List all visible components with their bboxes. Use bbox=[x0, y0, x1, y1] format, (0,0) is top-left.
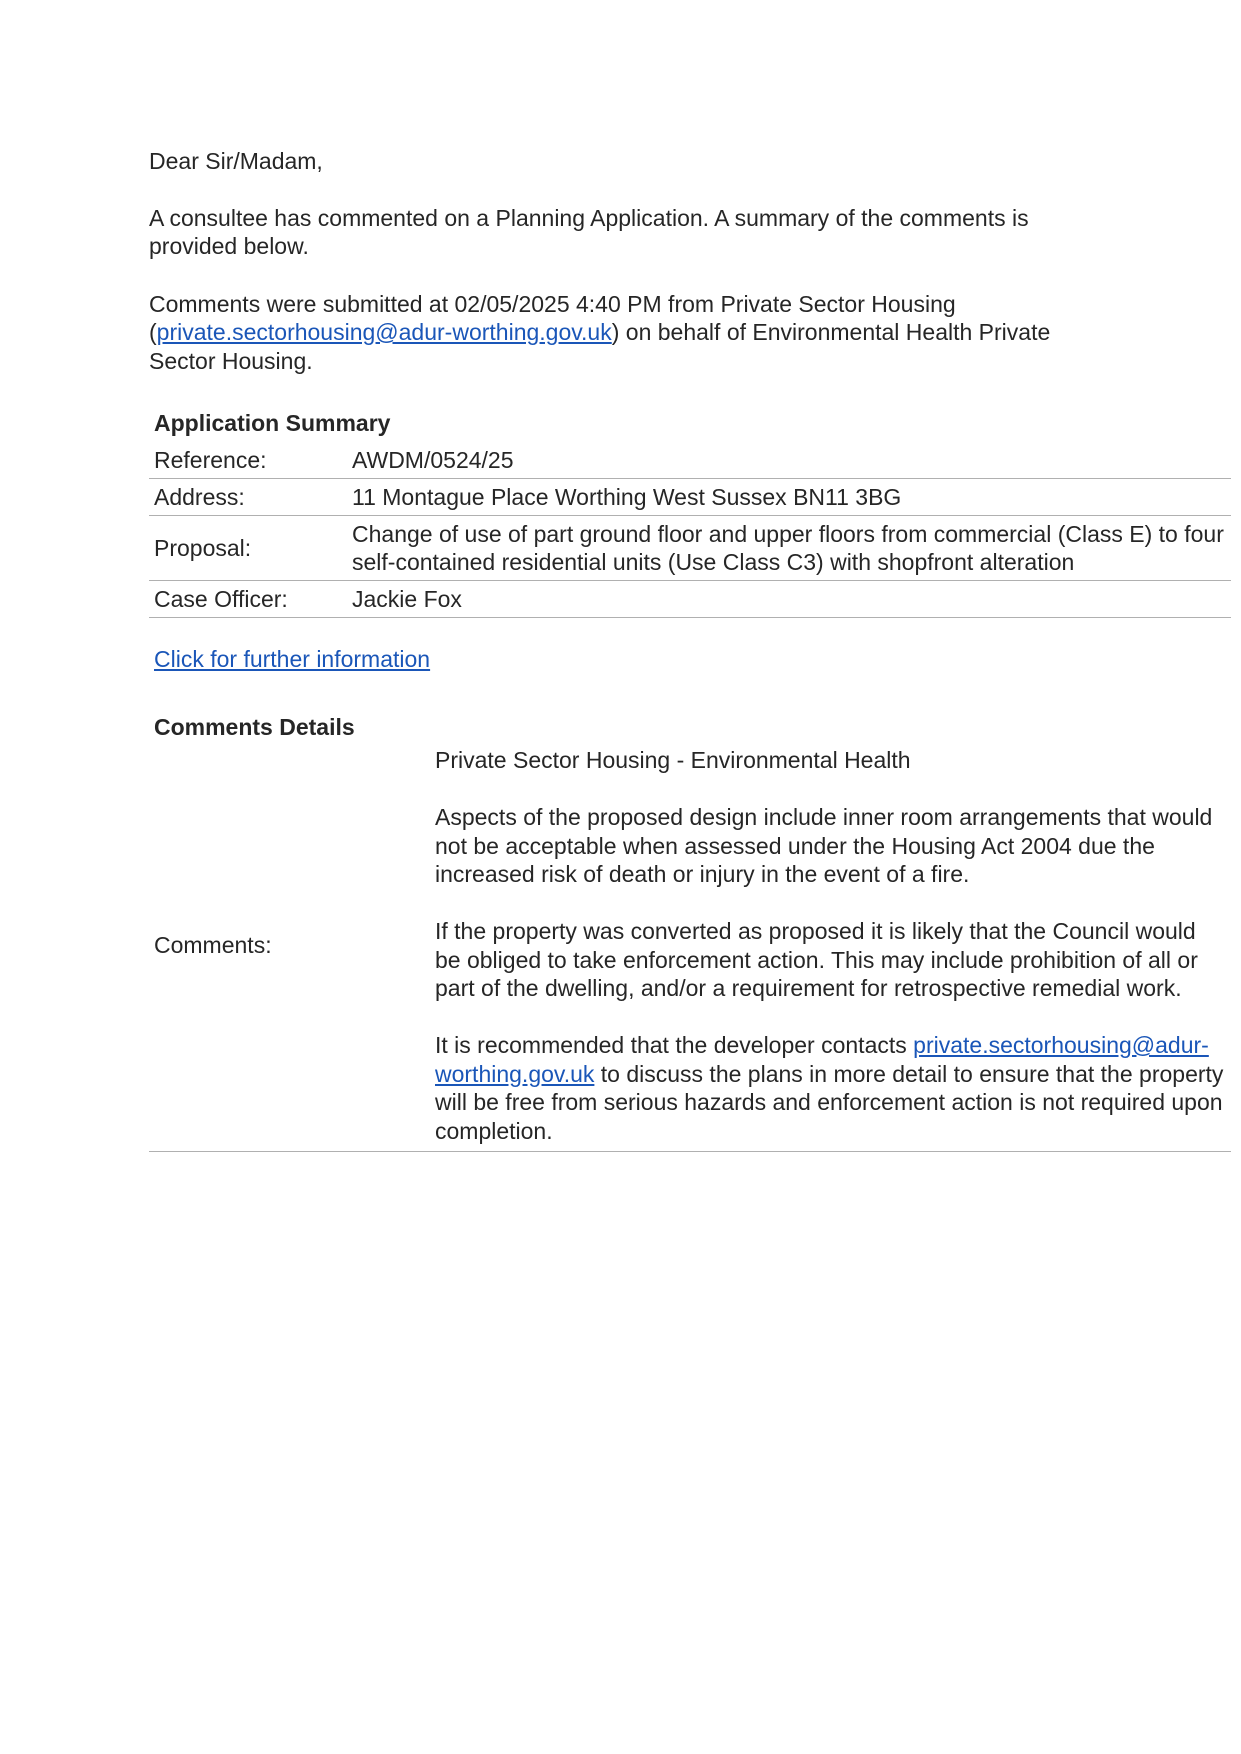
greeting: Dear Sir/Madam, bbox=[149, 148, 323, 174]
proposal-value: Change of use of part ground floor and upper floors from commercial (Class E) to four self-contained residential units (Use Class C3) with shopfront alteration bbox=[352, 521, 1224, 575]
submitter-email-link[interactable]: private.sectorhousing@adur-worthing.gov.uk bbox=[156, 319, 612, 345]
comments-label: Comments: bbox=[154, 932, 272, 959]
intro-text: A consultee has commented on a Planning Application. A summary of the comments is provided below. bbox=[149, 204, 1029, 259]
address-value: 11 Montague Place Worthing West Sussex BN11 3BG bbox=[352, 484, 902, 510]
case-officer-label: Case Officer: bbox=[154, 586, 288, 612]
comments-paragraph-1: Aspects of the proposed design include inner room arrangements that would not be acceptable when assessed under the Housing Act 2004 due the increased risk of death or injury in the event of a fire. bbox=[435, 804, 1213, 887]
contact-email-link[interactable]: private.sectorhousing@adur-worthing.gov.uk bbox=[435, 1032, 1209, 1087]
address-label: Address: bbox=[154, 484, 245, 510]
reference-label: Reference: bbox=[154, 447, 267, 473]
submission-info bbox=[149, 290, 1109, 376]
comments-paragraph-2: If the property was converted as proposed it is likely that the Council would be obliged to take enforcement action. This may include prohibition of all or part of the dwelling, and/or a requirement for retrospective remedial work. bbox=[435, 918, 1198, 1001]
submission-prefix: Comments were submitted at 02/05/2025 4:40 PM from Private Sector Housing ( bbox=[149, 290, 956, 345]
comments-paragraph-3 bbox=[435, 1031, 1226, 1145]
paragraph-3-suffix: to discuss the plans in more detail to ensure that the property will be free from serious hazards and enforcement action is not required upon completion. bbox=[435, 1060, 1224, 1144]
summary-row-address bbox=[149, 479, 1231, 516]
comments-heading: Private Sector Housing - Environmental Health bbox=[435, 747, 911, 773]
application-summary-title: Application Summary bbox=[154, 410, 391, 436]
summary-row-proposal bbox=[149, 516, 1231, 581]
summary-row-reference bbox=[149, 442, 1231, 479]
comments-row bbox=[149, 746, 1231, 1152]
paragraph-3-prefix: It is recommended that the developer contacts bbox=[435, 1032, 914, 1058]
further-information-link[interactable]: Click for further information bbox=[154, 646, 431, 672]
proposal-label: Proposal: bbox=[154, 535, 252, 561]
submission-suffix: ) on behalf of Environmental Health Private Sector Housing. bbox=[149, 319, 1051, 374]
letter-body bbox=[149, 147, 1231, 1152]
reference-value: AWDM/0524/25 bbox=[352, 447, 514, 473]
application-summary-table bbox=[149, 442, 1231, 618]
comments-body bbox=[430, 746, 1231, 1152]
comments-details-table bbox=[149, 746, 1231, 1152]
case-officer-value: Jackie Fox bbox=[352, 586, 462, 612]
summary-row-case-officer bbox=[149, 581, 1231, 618]
comments-details-title: Comments Details bbox=[154, 714, 355, 740]
